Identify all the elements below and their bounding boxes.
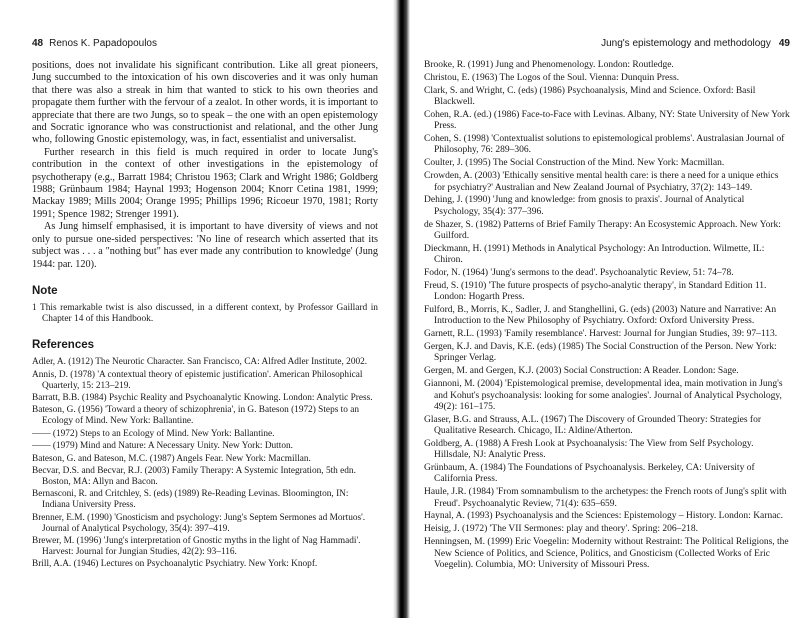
left-running-head: Renos K. Papadopoulos	[49, 38, 157, 49]
reference-entry: Becvar, D.S. and Becvar, R.J. (2003) Family Therapy: A Systemic Integration, 5th edn. Boston, MA: Allyn and Bacon.	[32, 465, 356, 487]
reference-entry: Bateson, G. (1956) 'Toward a theory of schizophrenia', in G. Bateson (1972) Steps to an Ecology of Mind. New York: Ballantine.	[32, 405, 359, 427]
reference-entry: Henningsen, M. (1999) Eric Voegelin: Modernity without Restraint: The Political Religions, the New Science of Politics, and Science, Politics, and Gnosticism (Collected Works of Eric Voegelin). Columbia, MO: University of Missouri Press.	[424, 537, 789, 570]
reference-entry: Dehing, J. (1990) 'Jung and knowledge: from gnosis to praxis'. Journal of Analytical Psychology, 35(4): 377–396.	[424, 195, 745, 217]
reference-entry: de Shazer, S. (1982) Patterns of Brief Family Therapy: An Ecosystemic Approach. New York: Guilford.	[424, 219, 781, 241]
right-page-number: 49	[778, 38, 790, 49]
reference-entry: Giannoni, M. (2004) 'Epistemological premise, developmental idea, main motivation in Jung's and Kohut's psychoanalysis: looking for some analogies'. Journal of Analytical Psychology, 49(2): 161–175.	[424, 379, 783, 412]
reference-entry: Haynal, A. (1993) Psychoanalysis and the Sciences: Epistemology – History. London: Karnac.	[424, 511, 783, 522]
reference-entry: Haule, J.R. (1984) 'From somnambulism to the archetypes: the French roots of Jung's split with Freud'. Psychoanalytic Review, 71(4): 635–659.	[424, 487, 787, 509]
left-page	[0, 0, 392, 618]
reference-entry: —— (1972) Steps to an Ecology of Mind. New York: Ballantine.	[32, 428, 275, 439]
footnote: 1 This remarkable twist is also discussed, in a different context, by Professor Gaillard in Chapter 14 of this Handbook.	[32, 302, 378, 325]
left-page-number: 48	[32, 38, 44, 49]
book-spine-shadow	[393, 0, 410, 618]
reference-entry: —— (1979) Mind and Nature: A Necessary Unity. New York: Dutton.	[32, 441, 293, 452]
body-paragraph-1: positions, does not invalidate his significant contribution. Like all great pioneers, Jung succumbed to the intoxication of his own discoveries and it was only human that there was also a streak in him that wanted to stick to his own theories and propagate them further with the fervour of a zealot. In other words, it is important to appreciate that there are two Jungs, so to speak – the one with an open epistemology and Socratic ignorance who was constructionist and relational, and the other Jung who, following Gnostic epistemology, was, in fact, essentialist and universalist.	[32, 60, 378, 146]
reference-entry: Annis, D. (1978) 'A contextual theory of epistemic justification'. American Philosophical Quarterly, 15: 213–219.	[32, 369, 363, 391]
reference-entry: Brill, A.A. (1946) Lectures on Psychoanalytic Psychiatry. New York: Knopf.	[32, 559, 318, 570]
reference-entry: Freud, S. (1910) 'The future prospects of psycho-analytic therapy', in Standard Edition 11. London: Hogarth Press.	[424, 280, 767, 303]
left-reference-list	[32, 357, 378, 570]
left-running-header	[32, 38, 378, 50]
note-heading: Note	[32, 284, 58, 297]
reference-entry: Cohen, R.A. (ed.) (1986) Face-to-Face with Levinas. Albany, NY: State University of New York Press.	[424, 109, 790, 132]
reference-entry: Brooke, R. (1991) Jung and Phenomenology. London: Routledge.	[424, 60, 674, 70]
reference-entry: Heisig, J. (1972) 'The VII Sermones: play and theory'. Spring: 206–218.	[424, 524, 698, 535]
right-running-header	[424, 38, 790, 50]
body-paragraph-3: As Jung himself emphasised, it is important to have diversity of views and not only to pursue one-sided perspectives: 'No line of research which asserted that its subject was . . . a "nothing but" has ever made any contribution to knowledge' (Jung 1944: par. 120).	[32, 221, 378, 270]
reference-entry: Goldberg, A. (1988) A Fresh Look at Psychoanalysis: The View from Self Psychology. Hillsdale, NJ: Analytic Press.	[424, 438, 754, 461]
reference-entry: Adler, A. (1912) The Neurotic Character. San Francisco, CA: Alfred Adler Institute, 2002.	[32, 357, 368, 368]
reference-entry: Bateson, G. and Bateson, M.C. (1987) Angels Fear. New York: Macmillan.	[32, 453, 311, 464]
references-heading: References	[32, 339, 95, 352]
reference-entry: Christou, E. (1963) The Logos of the Soul. Vienna: Dunquin Press.	[424, 72, 680, 83]
reference-entry: Garnett, R.L. (1993) 'Family resemblance'. Harvest: Journal for Jungian Studies, 39: 97–113.	[424, 329, 778, 340]
reference-entry: Grünbaum, A. (1984) The Foundations of Psychoanalysis. Berkeley, CA: University of California Press.	[424, 463, 755, 485]
reference-entry: Fodor, N. (1964) 'Jung's sermons to the dead'. Psychoanalytic Review, 51: 74–78.	[424, 267, 734, 278]
right-running-head: Jung's epistemology and methodology	[601, 38, 771, 49]
reference-entry: Fulford, B., Morris, K., Sadler, J. and Stanghellini, G. (eds) (2003) Nature and Narrative: An Introduction to the New Philosophy of Psychiatry. Oxford: Oxford University Press.	[424, 305, 777, 327]
reference-entry: Glaser, B.G. and Strauss, A.L. (1967) The Discovery of Grounded Theory: Strategies for Qualitative Research. Chicago, IL: Aldine/Atherton.	[424, 414, 761, 436]
reference-entry: Bernasconi, R. and Critchley, S. (eds) (1989) Re-Reading Levinas. Bloomington, IN: Indiana University Press.	[32, 489, 349, 511]
reference-entry: Brewer, M. (1996) 'Jung's interpretation of Gnostic myths in the light of Nag Hammadi'. Harvest: Journal for Jungian Studies, 42(2): 93–116.	[32, 535, 361, 557]
reference-entry: Barratt, B.B. (1984) Psychic Reality and Psychoanalytic Knowing. London: Analytic Press.	[32, 393, 373, 404]
reference-entry: Clark, S. and Wright, C. (eds) (1986) Psychoanalysis, Mind and Science. Oxford: Basil Blackwell.	[424, 85, 756, 108]
right-reference-list	[424, 60, 790, 571]
right-page	[410, 0, 800, 618]
reference-entry: Gergen, M. and Gergen, K.J. (2003) Social Construction: A Reader. London: Sage.	[424, 366, 739, 377]
body-paragraph-2: Further research in this field is much required in order to locate Jung's contribution in the context of other investigations in the epistemology of psychotherapy (e.g., Barratt 1984; Christou 1963; Clark and Wright 1986; Goldberg 1988; Grünbaum 1984; Haynal 1993; Hogenson 2004; Knorr Cetina 1981, 1999; Mackay 1989; Mills 2004; Orange 1995; Phillips 1996; Ricoeur 1970, 1981; Rorty 1991; Spence 1982; Strenger 1991).	[32, 146, 378, 220]
reference-entry: Coulter, J. (1995) The Social Construction of the Mind. New York: Macmillan.	[424, 158, 725, 169]
reference-entry: Dieckmann, H. (1991) Methods in Analytical Psychology: An Introduction. Wilmette, IL: Chiron.	[424, 243, 765, 266]
reference-entry: Brenner, E.M. (1990) 'Gnosticism and psychology: Jung's Septem Sermones ad Mortuos'. Journal of Analytical Psychology, 35(4): 397–419.	[32, 512, 366, 534]
reference-entry: Cohen, S. (1998) 'Contextualist solutions to epistemological problems'. Australasian Journal of Philosophy, 76: 289–306.	[424, 134, 785, 156]
reference-entry: Gergen, K.J. and Davis, K.E. (eds) (1985) The Social Construction of the Person. New York: Springer Verlag.	[424, 342, 777, 364]
reference-entry: Crowden, A. (2003) 'Ethically sensitive mental health care: is there a need for a unique ethics for psychiatry?' Australian and New Zealand Journal of Psychiatry, 37(2): 143–149.	[424, 171, 779, 193]
